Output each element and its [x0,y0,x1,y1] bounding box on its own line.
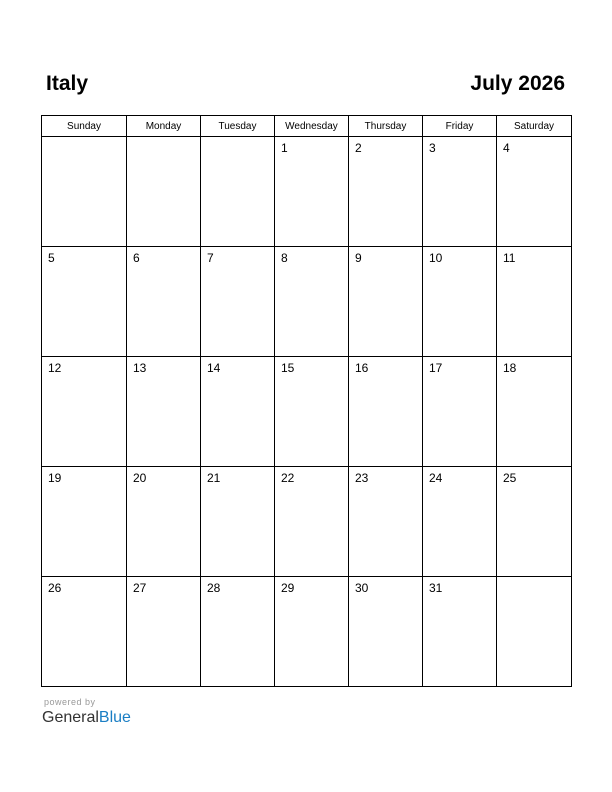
day-cell [201,467,275,577]
day-number: 30 [355,581,369,595]
day-cell [42,357,127,467]
weekday-header-row [42,116,572,137]
day-number: 18 [503,361,517,375]
day-cell [349,577,423,687]
day-cell [349,357,423,467]
weekday-header-saturday: Saturday [497,116,572,137]
day-cell [497,467,572,577]
day-cell [201,357,275,467]
day-cell [127,577,201,687]
day-number: 12 [48,361,62,375]
week-row [42,247,572,357]
week-row [42,137,572,247]
day-number: 15 [281,361,295,375]
week-row [42,357,572,467]
day-number: 8 [281,251,288,265]
day-cell [497,247,572,357]
day-cell [127,137,201,247]
day-number: 26 [48,581,62,595]
week-row [42,467,572,577]
day-number: 13 [133,361,147,375]
weekday-header-wednesday: Wednesday [275,116,349,137]
day-number: 7 [207,251,214,265]
brand-name-blue: Blue [98,709,131,726]
day-number: 11 [503,251,516,265]
day-cell [497,577,572,687]
day-number: 27 [133,581,147,595]
week-row [42,577,572,687]
day-number: 24 [429,471,443,485]
day-cell [275,357,349,467]
day-cell [201,247,275,357]
day-number: 25 [503,471,517,485]
day-cell [275,577,349,687]
day-cell [423,357,497,467]
day-number: 20 [133,471,147,485]
country-title: Italy [46,72,89,95]
day-cell [42,137,127,247]
weekday-header-monday: Monday [127,116,201,137]
day-number: 4 [503,141,510,155]
day-number: 10 [429,251,443,265]
day-cell [349,137,423,247]
brand-name-general: General [42,709,99,726]
powered-by-label: powered by [44,697,96,707]
day-cell [127,357,201,467]
day-number: 16 [355,361,369,375]
day-cell [423,467,497,577]
day-cell [201,577,275,687]
month-year-title: July 2026 [470,72,565,95]
calendar-grid [41,115,572,687]
day-number: 17 [429,361,443,375]
day-number [497,577,571,581]
day-number: 1 [281,141,288,155]
day-number: 2 [355,141,362,155]
day-cell [423,247,497,357]
day-number: 3 [429,141,436,155]
day-number: 29 [281,581,295,595]
day-cell [423,577,497,687]
day-number [42,137,126,141]
day-number: 5 [48,251,55,265]
day-number: 6 [133,251,140,265]
day-cell [275,137,349,247]
day-cell [42,247,127,357]
day-cell [201,137,275,247]
day-number: 23 [355,471,369,485]
day-number: 28 [207,581,221,595]
weekday-header-tuesday: Tuesday [201,116,275,137]
day-cell [42,577,127,687]
day-number: 19 [48,471,62,485]
day-cell [349,247,423,357]
brand-logo [42,708,131,728]
day-cell [275,247,349,357]
day-number: 21 [207,471,221,485]
weekday-header-sunday: Sunday [42,116,127,137]
day-cell [497,357,572,467]
day-cell [423,137,497,247]
day-cell [127,467,201,577]
day-cell [497,137,572,247]
day-cell [349,467,423,577]
weekday-header-friday: Friday [423,116,497,137]
day-number: 22 [281,471,295,485]
day-cell [275,467,349,577]
day-number [127,137,200,141]
day-number: 9 [355,251,362,265]
day-number [201,137,274,141]
day-number: 14 [207,361,221,375]
day-cell [42,467,127,577]
day-number: 31 [429,581,443,595]
day-cell [127,247,201,357]
weekday-header-thursday: Thursday [349,116,423,137]
